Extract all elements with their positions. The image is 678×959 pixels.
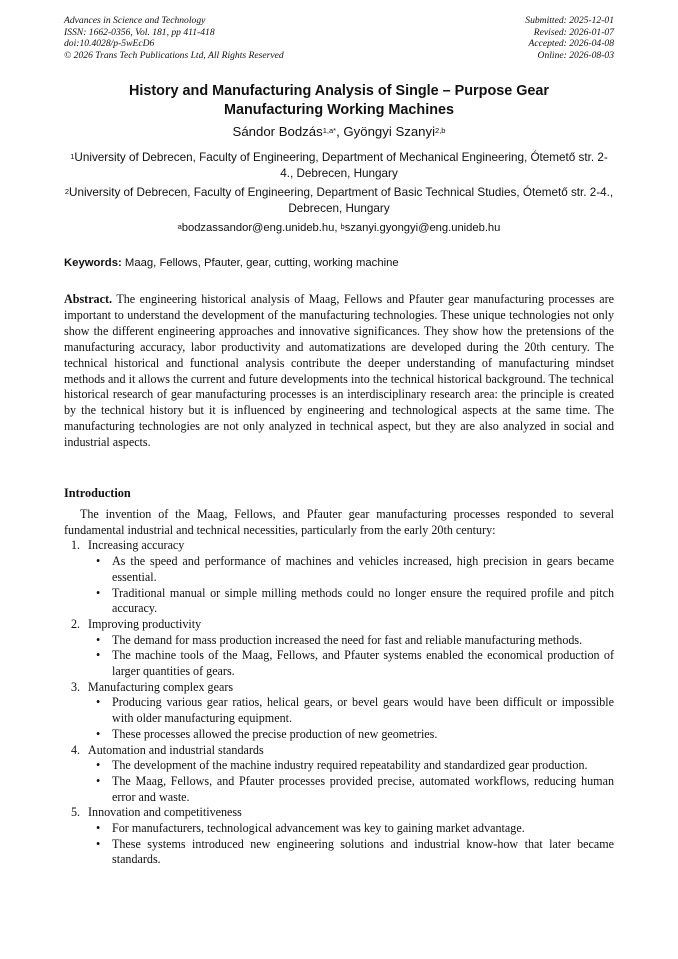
bullet-list (88, 633, 614, 680)
bullet-text: The machine tools of the Maag, Fellows, and Pfauter systems enabled the economical production of larger quantities of gears. (112, 648, 614, 679)
intro-paragraph: The invention of the Maag, Fellows, and Pfauter gear manufacturing processes responded to several fundamental industrial and technical necessities, particularly from the early 20th century: (64, 507, 614, 537)
keywords-text: Maag, Fellows, Pfauter, gear, cutting, working machine (124, 257, 399, 269)
list-item-title: Improving productivity (88, 616, 202, 631)
numbered-list (64, 538, 614, 868)
bullet-item (88, 837, 614, 868)
bullet-mark: • (96, 695, 101, 710)
bullet-mark: • (96, 632, 101, 647)
author-affiliation-mark: 1,a* (322, 126, 337, 135)
bullet-mark: • (96, 758, 101, 773)
author-name: Gyöngyi Szanyi (343, 124, 436, 139)
bullet-item (88, 648, 614, 679)
bullet-text: Traditional manual or simple milling methods could no longer ensure the required profile and pitch accuracy. (112, 585, 614, 616)
list-item (64, 538, 614, 617)
bullet-text: As the speed and performance of machines and vehicles increased, high precision in gears became essential. (112, 554, 614, 584)
bullet-mark: • (96, 821, 101, 836)
bullet-text: Producing various gear ratios, helical gears, or bevel gears would have been difficult or impossible with older manufacturing equipment. (112, 695, 614, 726)
bullet-list (88, 821, 614, 868)
email-mark: b (340, 222, 345, 231)
keywords-label: Keywords: (64, 257, 122, 269)
journal-info (64, 15, 284, 61)
doi: doi:10.4028/p-5wEcD6 (64, 38, 155, 50)
email-link[interactable]: bodzassandor@eng.unideb.hu (181, 222, 335, 234)
accepted-date: Accepted: 2026-04-08 (528, 38, 614, 50)
bullet-mark: • (96, 836, 101, 851)
author-list (64, 123, 614, 140)
section-heading: Introduction (64, 486, 131, 500)
list-number: 5. (71, 805, 81, 820)
list-item (64, 743, 614, 806)
email-mark: a (177, 222, 182, 231)
list-item-title: Innovation and competitiveness (88, 805, 242, 820)
bullet-text: The Maag, Fellows, and Pfauter processes provided precise, automated workflows, reducing human error and waste. (112, 773, 614, 804)
keywords (64, 256, 614, 270)
copyright: © 2026 Trans Tech Publications Ltd, All Rights Reserved (64, 49, 284, 61)
introduction-body (64, 507, 614, 868)
abstract (64, 292, 614, 451)
title-line-2: Manufacturing Working Machines (223, 101, 454, 118)
affiliation (64, 150, 614, 182)
list-number: 2. (71, 616, 81, 631)
bullet-mark: • (96, 726, 101, 741)
bullet-item (88, 821, 614, 837)
author-affiliation-mark: 2,b (435, 126, 446, 135)
abstract-text: The engineering historical analysis of Maag, Fellows and Pfauter gear manufacturing processes are important to understand the development of the manufacturing technologies. These unique technologies not only show the different engineering approaches and innovative significances. They show how the pretensions of the manufacturing accuracy, labor productivity and automatizations are developed during the 20th century. The technical historical and functional analysis contribute the deeper understanding of manufacturing mindset methods and it allows the current and future developments into the technical historical background. The technical historical research of gear manufacturing processes is an interdisciplinary research area: the principle is created by the technical history but it is influenced by engineering and technological aspects at the same time. The manufacturing technologies are not only analyzed in technical aspect, but they are also analyzed in social and industrial aspects. (64, 292, 614, 450)
affiliation-text: University of Debrecen, Faculty of Engineering, Department of Basic Technical Studies, Ótemető str. 2-4., Debrecen, Hungary (69, 186, 614, 215)
bullet-item (88, 633, 614, 649)
revised-date: Revised: 2026-01-07 (533, 26, 614, 38)
publication-dates (525, 15, 614, 61)
bullet-mark: • (96, 773, 101, 788)
list-item (64, 680, 614, 743)
list-item-title: Automation and industrial standards (88, 742, 264, 757)
email-link[interactable]: szanyi.gyongyi@eng.unideb.hu (344, 222, 501, 234)
bullet-list (88, 695, 614, 742)
bullet-item (88, 586, 614, 617)
bullet-list (88, 554, 614, 617)
issn-volume: ISSN: 1662-0356, Vol. 181, pp 411-418 (64, 26, 215, 38)
paper-title (64, 82, 614, 119)
abstract-label: Abstract. (64, 292, 113, 306)
title-line-1: History and Manufacturing Analysis of Single – Purpose Gear (128, 83, 550, 99)
bullet-item (88, 554, 614, 585)
bullet-item (88, 695, 614, 726)
list-number: 3. (71, 679, 81, 694)
bullet-text: These processes allowed the precise production of new geometries. (112, 726, 438, 741)
bullet-item (88, 774, 614, 805)
list-number: 1. (71, 538, 81, 553)
list-item-title: Manufacturing complex gears (88, 679, 234, 694)
list-item-title: Increasing accuracy (88, 538, 185, 553)
affiliation-text: University of Debrecen, Faculty of Engineering, Department of Mechanical Engineering, Ótemető str. 2-4., Debrecen, Hungary (74, 151, 608, 180)
author-separator: , (336, 124, 344, 139)
journal-name: Advances in Science and Technology (64, 15, 206, 26)
affiliation (64, 185, 614, 217)
bullet-mark: • (96, 585, 101, 600)
bullet-item (88, 758, 614, 774)
author-emails (64, 221, 614, 235)
list-item (64, 617, 614, 680)
bullet-text: These systems introduced new engineering solutions and industrial know-how that later became standards. (112, 836, 614, 867)
bullet-mark: • (96, 648, 101, 663)
bullet-mark: • (96, 554, 101, 569)
online-date: Online: 2026-08-03 (537, 49, 614, 61)
bullet-text: The development of the machine industry required repeatability and standardized gear production. (112, 758, 588, 773)
bullet-list (88, 758, 614, 805)
bullet-text: For manufacturers, technological advancement was key to gaining market advantage. (112, 821, 525, 836)
bullet-text: The demand for mass production increased the need for fast and reliable manufacturing methods. (112, 632, 583, 647)
email-separator: , (334, 222, 341, 234)
affiliation-mark: 2 (64, 187, 69, 196)
affiliation-mark: 1 (70, 152, 75, 161)
author-name: Sándor Bodzás (232, 124, 323, 139)
bullet-item (88, 727, 614, 743)
list-number: 4. (71, 742, 81, 757)
submitted-date: Submitted: 2025-12-01 (525, 15, 614, 26)
list-item (64, 805, 614, 868)
